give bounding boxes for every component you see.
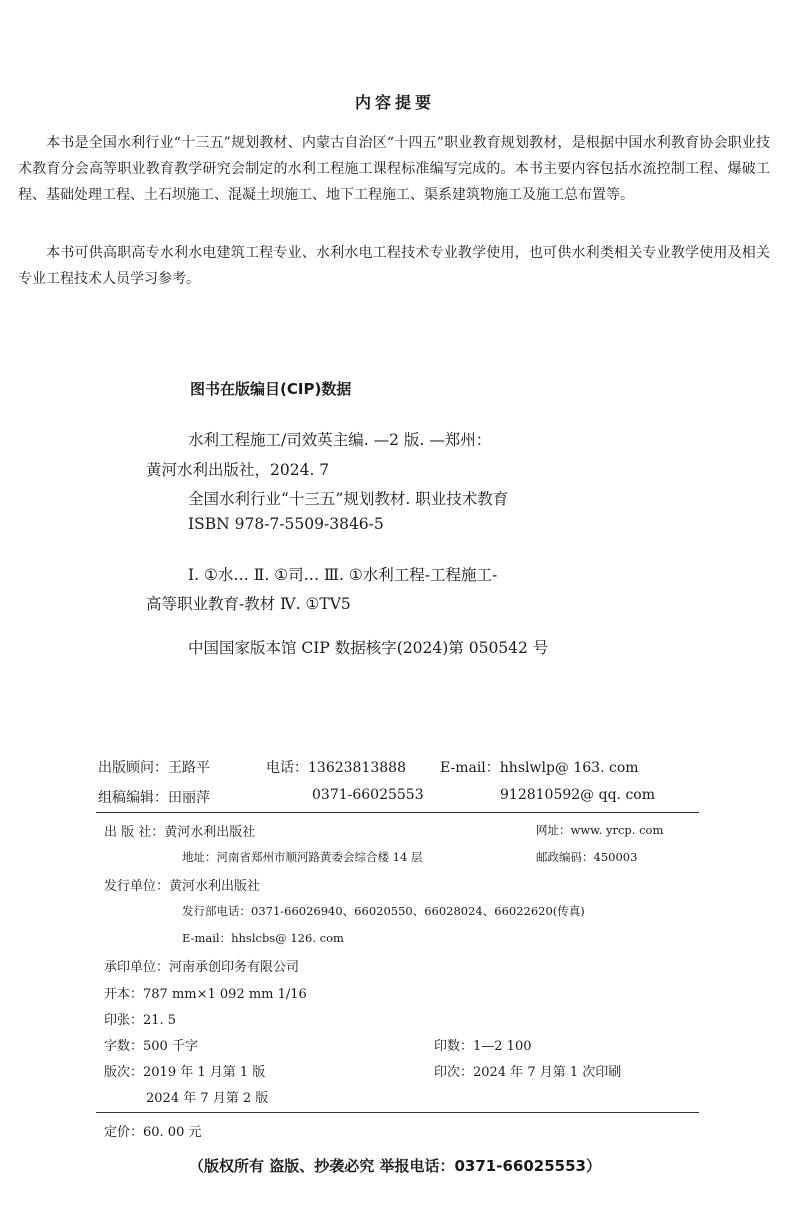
edition: 版次：2019 年 1 月第 1 版 <box>104 1065 266 1080</box>
cip-isbn: ISBN 978-7-5509-3846-5 <box>188 515 384 533</box>
format: 开本：787 mm×1 092 mm 1/16 <box>104 987 307 1002</box>
cip-record: 中国国家版本馆 CIP 数据核字(2024)第 050542 号 <box>188 639 549 657</box>
print-count: 印数：1—2 100 <box>434 1039 532 1054</box>
cip-line-3: 全国水利行业“十三五”规划教材. 职业技术教育 <box>188 490 509 508</box>
sheets: 印张：21. 5 <box>104 1013 177 1028</box>
publisher: 出 版 社：黄河水利出版社 <box>104 825 256 840</box>
distributor-phone: 发行部电话：0371-66026940、66020550、66028024、66022620(传真) <box>182 904 585 918</box>
advisor: 出版顾问：王路平 <box>98 760 210 776</box>
print-time: 印次：2024 年 7 月第 1 次印刷 <box>434 1065 622 1080</box>
editor: 组稿编辑：田丽萍 <box>98 790 210 806</box>
cip-line-2: 黄河水利出版社，2024. 7 <box>146 461 330 479</box>
divider-top <box>96 812 699 813</box>
words: 字数：500 千字 <box>104 1039 198 1054</box>
advisor-phone: 电话：13623813888 <box>266 760 406 776</box>
summary-paragraph-1 <box>18 130 770 208</box>
address: 地址：河南省郑州市顺河路黄委会综合楼 14 层 <box>182 850 423 864</box>
cip-class-2: 高等职业教育-教材 Ⅳ. ①TV5 <box>146 595 351 613</box>
website: 网址：www. yrcp. com <box>536 823 664 837</box>
summary-title: 内容提要 <box>354 93 435 112</box>
summary-paragraph-1-text: 本书是全国水利行业“十三五”规划教材、内蒙古自治区“十四五”职业教育规划教材，是根据中国水利教育协会职业技术教育分会高等职业教育教学研究会制定的水利工程施工课程标准编写完成的。本书主要内容包括水流控制工程、爆破工程、基础处理工程、土石坝施工、混凝土坝施工、地下工程施工、渠系建筑物施工及施工总布置等。 <box>18 135 770 203</box>
printer: 承印单位：河南承创印务有限公司 <box>104 960 300 975</box>
distributor: 发行单位：黄河水利出版社 <box>104 879 261 894</box>
postcode: 邮政编码：450003 <box>536 850 638 864</box>
cip-title: 图书在版编目(CIP)数据 <box>190 380 352 398</box>
cip-class-1: Ⅰ. ①水… Ⅱ. ①司… Ⅲ. ①水利工程-工程施工- <box>188 566 498 584</box>
price: 定价：60. 00 元 <box>104 1125 202 1140</box>
copyright-footer: （版权所有 盗版、抄袭必究 举报电话：0371-66025553） <box>189 1157 601 1175</box>
summary-paragraph-2-text: 本书可供高职高专水利水电建筑工程专业、水利水电工程技术专业教学使用，也可供水利类相关专业教学使用及相关专业工程技术人员学习参考。 <box>18 245 770 287</box>
edition-2: 2024 年 7 月第 2 版 <box>146 1091 269 1106</box>
editor-email: 912810592@ qq. com <box>500 787 655 803</box>
divider-bottom <box>96 1112 699 1113</box>
distributor-email: E-mail：hhslcbs@ 126. com <box>182 931 344 945</box>
summary-paragraph-2 <box>18 240 770 292</box>
editor-phone: 0371-66025553 <box>312 787 424 803</box>
advisor-email: E-mail：hhslwlp@ 163. com <box>440 760 639 776</box>
cip-line-1: 水利工程施工/司效英主编. —2 版. —郑州： <box>188 431 492 449</box>
